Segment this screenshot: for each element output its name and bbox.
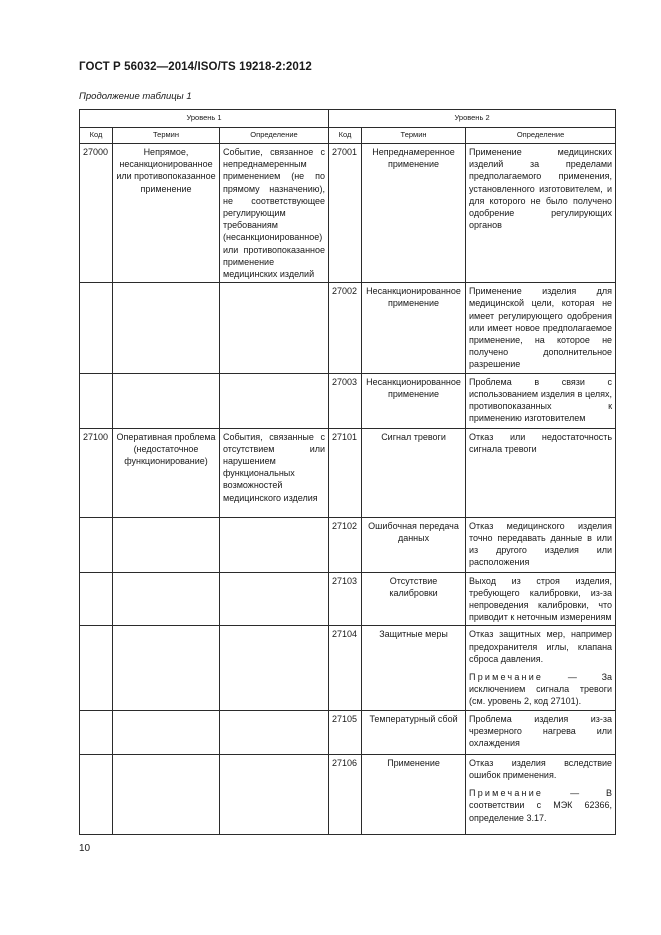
level2-code-cell: 27102 <box>329 517 362 572</box>
level2-definition-cell: Отказ или недостаточность сигнала тревоги <box>466 428 616 517</box>
empty-cell <box>113 754 220 834</box>
level2-term-cell: Отсутствие калибровки <box>362 572 466 626</box>
empty-cell <box>113 283 220 373</box>
level1-header: Уровень 1 <box>80 110 329 128</box>
level2-term-cell: Сигнал тревоги <box>362 428 466 517</box>
empty-cell <box>80 754 113 834</box>
table-row <box>80 144 616 283</box>
level2-definition-cell: Применение медицинских изделий за пределами предполагаемого применения, установленного изготовителем, и для которого не было получено одобрение регулирующих органов <box>466 144 616 283</box>
level1-code-cell: 27100 <box>80 428 113 517</box>
level2-code-cell: 27106 <box>329 754 362 834</box>
level1-definition-cell: Событие, связанное с непреднамеренным применением (не по прямому назначению), не соответствующее регулирующим требованиям (несанкционированное) или противопоказанное применение медицинских изделий <box>220 144 329 283</box>
definition-note <box>469 671 612 708</box>
empty-cell <box>113 373 220 428</box>
table-row <box>80 710 616 754</box>
level1-code-cell: 27000 <box>80 144 113 283</box>
column-header: Термин <box>113 128 220 144</box>
level2-code-cell: 27103 <box>329 572 362 626</box>
empty-cell <box>80 517 113 572</box>
level2-term-cell: Непреднамеренное применение <box>362 144 466 283</box>
level2-code-cell: 27101 <box>329 428 362 517</box>
empty-cell <box>113 517 220 572</box>
note-text: — За исключением сигнала тревоги (см. уровень 2, код 27101). <box>469 672 613 707</box>
empty-cell <box>220 283 329 373</box>
column-header: Термин <box>362 128 466 144</box>
document-title: ГОСТ Р 56032—2014/ISO/TS 19218-2:2012 <box>79 61 312 73</box>
level2-definition-cell: Применение изделия для медицинской цели, которая не имеет регулирующего одобрения или имеет новое предполагаемое применение, на которое не получено дополнительное разрешение <box>466 283 616 373</box>
empty-cell <box>113 572 220 626</box>
empty-cell <box>80 283 113 373</box>
column-header: Код <box>80 128 113 144</box>
empty-cell <box>80 626 113 710</box>
table-caption: Продолжение таблицы 1 <box>79 91 192 102</box>
definition-text: Отказ защитных мер, например предохранителя иглы, клапана сброса давления. <box>469 629 613 664</box>
level2-code-cell: 27001 <box>329 144 362 283</box>
level2-code-cell: 27003 <box>329 373 362 428</box>
empty-cell <box>113 710 220 754</box>
level2-term-cell: Несанкционированное применение <box>362 373 466 428</box>
empty-cell <box>80 373 113 428</box>
empty-cell <box>220 373 329 428</box>
column-header: Определение <box>466 128 616 144</box>
table-row <box>80 754 616 834</box>
empty-cell <box>80 710 113 754</box>
empty-cell <box>220 710 329 754</box>
definition-text: Отказ изделия вследствие ошибок применения. <box>469 757 613 780</box>
level2-term-cell: Температурный сбой <box>362 710 466 754</box>
level2-term-cell: Ошибочная передача данных <box>362 517 466 572</box>
empty-cell <box>220 517 329 572</box>
level2-code-cell: 27104 <box>329 626 362 710</box>
level2-term-cell: Несанкционированное применение <box>362 283 466 373</box>
note-label: Примечание <box>469 788 544 799</box>
level2-definition-cell <box>466 626 616 710</box>
definition-note <box>469 787 612 824</box>
level2-header: Уровень 2 <box>329 110 616 128</box>
level2-definition-cell: Проблема в связи с использованием изделия в целях, противопоказанных к применению изготовителем <box>466 373 616 428</box>
classification-table <box>79 109 616 835</box>
empty-cell <box>220 754 329 834</box>
table-row <box>80 373 616 428</box>
level2-term-cell: Применение <box>362 754 466 834</box>
empty-cell <box>80 572 113 626</box>
level2-definition-cell: Проблема изделия из-за чрезмерного нагрева или охлаждения <box>466 710 616 754</box>
empty-cell <box>220 626 329 710</box>
level2-definition-cell <box>466 754 616 834</box>
empty-cell <box>220 572 329 626</box>
table-row <box>80 428 616 517</box>
level1-term-cell: Непрямое, несанкционированное или противопоказанное применение <box>113 144 220 283</box>
page-number: 10 <box>79 843 91 854</box>
table-row <box>80 572 616 626</box>
table-row <box>80 283 616 373</box>
note-text: — В соответствии с МЭК 62366, определение 3.17. <box>469 788 613 823</box>
level2-code-cell: 27105 <box>329 710 362 754</box>
note-label: Примечание <box>469 672 544 683</box>
column-header: Код <box>329 128 362 144</box>
level2-definition-cell: Отказ медицинского изделия точно передавать данные в или из другого изделия или расположения <box>466 517 616 572</box>
table-row <box>80 517 616 572</box>
level2-definition-cell: Выход из строя изделия, требующего калибровки, из-за непроведения калибровки, что приводит к неточным измерениям <box>466 572 616 626</box>
empty-cell <box>113 626 220 710</box>
level1-term-cell: Оперативная проблема (недостаточное функционирование) <box>113 428 220 517</box>
table-row <box>80 626 616 710</box>
level2-code-cell: 27002 <box>329 283 362 373</box>
column-header: Определение <box>220 128 329 144</box>
level2-term-cell: Защитные меры <box>362 626 466 710</box>
level1-definition-cell: События, связанные с отсутствием или нарушением функциональных возможностей медицинского изделия <box>220 428 329 517</box>
